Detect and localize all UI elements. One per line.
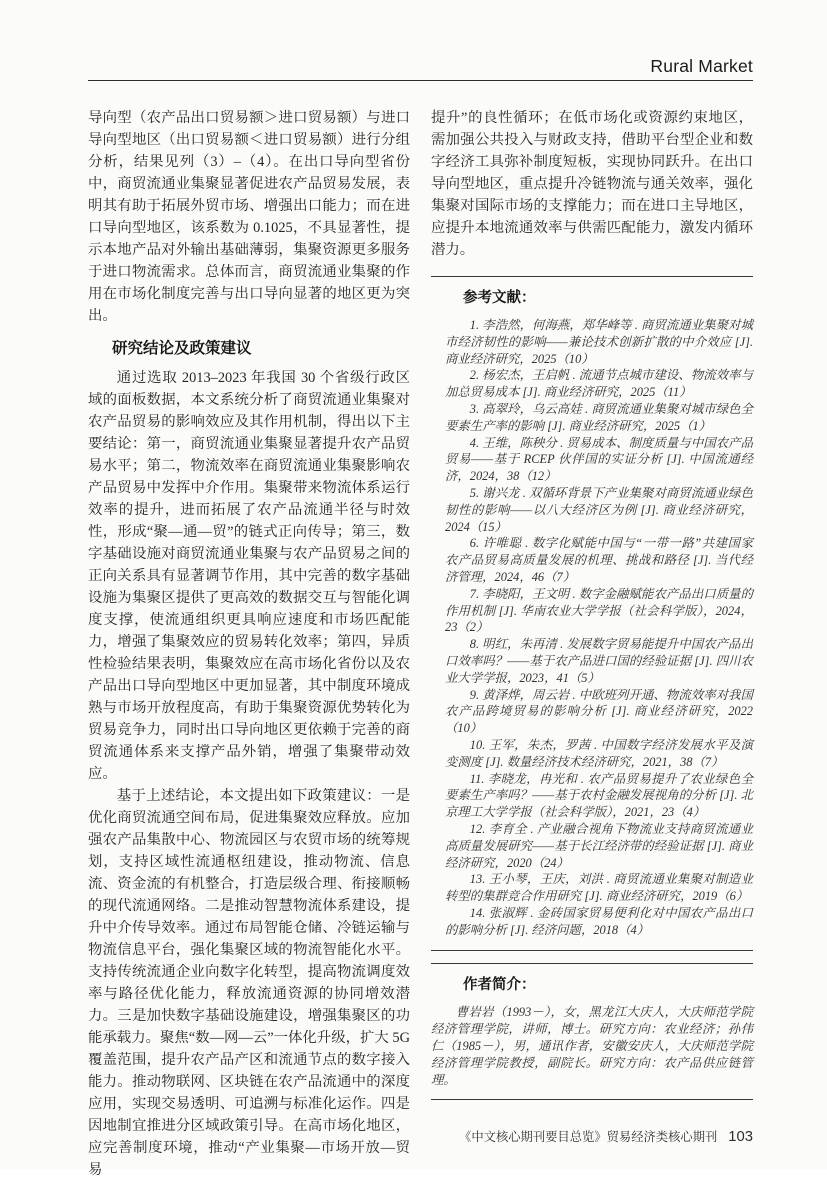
references-list <box>445 317 753 938</box>
paragraph-carryover: 导向型（农产品出口贸易额＞进口贸易额）与进口导向型地区（出口贸易额＜进口贸易额）进行分组分析，结果见列（3）–（4）。在出口导向型省份中，商贸流通业集聚显著促进农产品贸易发展，表明其有助于拓展外贸市场、增强出口能力；而在进口导向型地区，该系数为 0.1025，不具显著性，提示本地产品对外输出基础薄弱，集聚资源更多服务于进口物流需求。总体而言，商贸流通业集聚的作用在市场化制度完善与出口导向显著的地区更为突出。 <box>88 110 410 324</box>
header-rule <box>88 80 753 81</box>
divider-rule-top <box>431 950 753 951</box>
references-top-rule <box>431 276 753 277</box>
divider-rule-bottom <box>431 963 753 964</box>
reference-item: 8. 明红，朱再清 . 发展数字贸易能提升中国农产品出口效率吗？——基于农产品进口国的经验证据 [J]. 四川农业大学学报，2023，41（5） <box>445 637 753 685</box>
author-bio-bottom-rule <box>431 1099 753 1100</box>
left-column <box>88 107 410 1181</box>
references-heading: 参考文献： <box>463 290 536 306</box>
reference-item: 14. 张淑辉 . 金砖国家贸易便利化对中国农产品出口的影响分析 [J]. 经济问题，2018（4） <box>445 905 753 937</box>
author-bio-text: 曹岩岩（1993－），女，黑龙江大庆人，大庆师范学院经济管理学院，讲师，博士。研究方向：农业经济；孙伟仁（1985－），男，通讯作者，安徽安庆人，大庆师范学院经济管理学院教授，副院长。研究方向：农产品供应链管理。 <box>431 1005 753 1088</box>
reference-item: 4. 王维，陈秧分 . 贸易成本、制度质量与中国农产品贸易——基于 RCEP 伙伴国的实证分析 [J]. 中国流通经济，2024，38（12） <box>445 435 753 484</box>
right-column <box>431 107 753 1181</box>
reference-item: 2. 杨宏杰，王启帆 . 流通节点城市建设、物流效率与加总贸易成本 [J]. 商业经济研究，2025（11） <box>445 368 753 400</box>
author-bio-divider <box>431 950 753 964</box>
reference-item: 11. 李晓龙，冉光和 . 农产品贸易提升了农业绿色全要素生产率吗？——基于农村金融发展视角的分析 [J]. 北京理工大学学报（社会科学版），2021，23（4） <box>445 771 753 820</box>
journal-index-note: 《中文核心期刊要目总览》贸易经济类核心期刊 <box>459 1130 718 1144</box>
reference-item: 12. 李育全 . 产业融合视角下物流业支持商贸流通业高质量发展研究——基于长江经济带的经验证据 [J]. 商业经济研究，2020（24） <box>445 821 753 870</box>
section-heading-conclusions: 研究结论及政策建议 <box>112 340 252 357</box>
paragraph-conclusions: 通过选取 2013–2023 年我国 30 个省级行政区域的面板数据，本文系统分析了商贸流通业集聚对农产品贸易的影响效应及其作用机制，得出以下主要结论：第一，商贸流通业集聚显著提升农产品贸易水平；第二，物流效率在商贸流通业集聚影响农产品贸易中发挥中介作用。集聚带来物流体系运行效率的提升，进而拓展了农产品流通半径与时效性，形成“聚—通—贸”的链式正向传导；第三，数字基础设施对商贸流通业集聚与农产品贸易之间的正向关系具有显著调节作用，其中完善的数字基础设施为集聚区提供了更高效的数据交互与智能化调度支撑，使流通组织更具响应速度和市场匹配能力，增强了集聚效应的贸易转化效率；第四，异质性检验结果表明，集聚效应在高市场化省份以及农产品出口导向型地区中更加显著，其中制度环境成熟与市场开放程度高，有助于集聚资源优势转化为贸易竞争力，同时出口导向地区更依赖于完善的商贸流通体系来支撑产品外销，增强了集聚带动效应。 <box>88 370 410 782</box>
reference-item: 13. 王小琴，王庆，刘洪 . 商贸流通业集聚对制造业转型的集群竞合作用研究 [J]. 商业经济研究，2019（6） <box>445 872 753 904</box>
article-body <box>88 107 753 1181</box>
reference-item: 7. 李晓阳，王文明 . 数字金融赋能农产品出口质量的作用机制 [J]. 华南农业大学学报（社会科学版），2024，23（2） <box>445 586 753 635</box>
paragraph-policy-continued: 提升”的良性循环；在低市场化或资源约束地区，需加强公共投入与财政支持，借助平台型企业和数字经济工具弥补制度短板，实现协同跃升。在出口导向型地区，重点提升冷链物流与通关效率，强化集聚对国际市场的支撑能力；而在进口主导地区，应提升本地流通效率与供需匹配能力，激发内循环潜力。 <box>431 110 753 258</box>
page-number: 103 <box>728 1129 753 1145</box>
running-head-journal-name: Rural Market <box>650 56 753 76</box>
reference-item: 9. 黄泽烨，周云岩 . 中欧班列开通、物流效率对我国农产品跨境贸易的影响分析 [J]. 商业经济研究，2022（10） <box>445 687 753 736</box>
reference-item: 1. 李浩然，何海燕，郑华峰等 . 商贸流通业集聚对城市经济韧性的影响——兼论技术创新扩散的中介效应 [J]. 商业经济研究，2025（10） <box>445 318 753 366</box>
page-footer <box>459 1127 753 1145</box>
reference-item: 10. 王军，朱杰，罗茜 . 中国数字经济发展水平及演变测度 [J]. 数量经济技术经济研究，2021，38（7） <box>445 737 753 769</box>
author-bio-heading: 作者简介： <box>463 977 536 994</box>
paragraph-policy-suggestions: 基于上述结论，本文提出如下政策建议：一是优化商贸流通空间布局，促进集聚效应释放。应加强农产品集散中心、物流园区与农贸市场的统筹规划，支持区域性流通枢纽建设，推动物流、信息流、资金流的有机整合，打造层级合理、衔接顺畅的现代流通网络。二是推动智慧物流体系建设，提升中介传导效率。通过布局智能仓储、冷链运输与物流信息平台，强化集聚区域的物流智能化水平。支持传统流通企业向数字化转型，提高物流调度效率与路径优化能力，释放流通资源的协同增效潜力。三是加快数字基础设施建设，增强集聚区的功能承载力。聚焦“数—网—云”一体化升级，扩大 5G 覆盖范围，提升农产品产区和流通节点的数字接入能力。推动物联网、区块链在农产品流通中的深度应用，实现交易透明、可追溯与标准化运作。四是因地制宜推进分区域政策引导。在高市场化地区，应完善制度环境，推动“产业集聚—市场开放—贸易 <box>88 788 410 1178</box>
reference-item: 3. 高翠玲，乌云高娃 . 商贸流通业集聚对城市绿色全要素生产率的影响 [J]. 商业经济研究，2025（1） <box>445 401 753 433</box>
reference-item: 5. 谢兴龙 . 双循环背景下产业集聚对商贸流通业绿色韧性的影响——以八大经济区为例 [J]. 商业经济研究，2024（15） <box>445 485 753 534</box>
reference-item: 6. 许唯聪 . 数字化赋能中国与“一带一路”共建国家农产品贸易高质量发展的机理、挑战和路径 [J]. 当代经济管理，2024，46（7） <box>445 536 753 584</box>
